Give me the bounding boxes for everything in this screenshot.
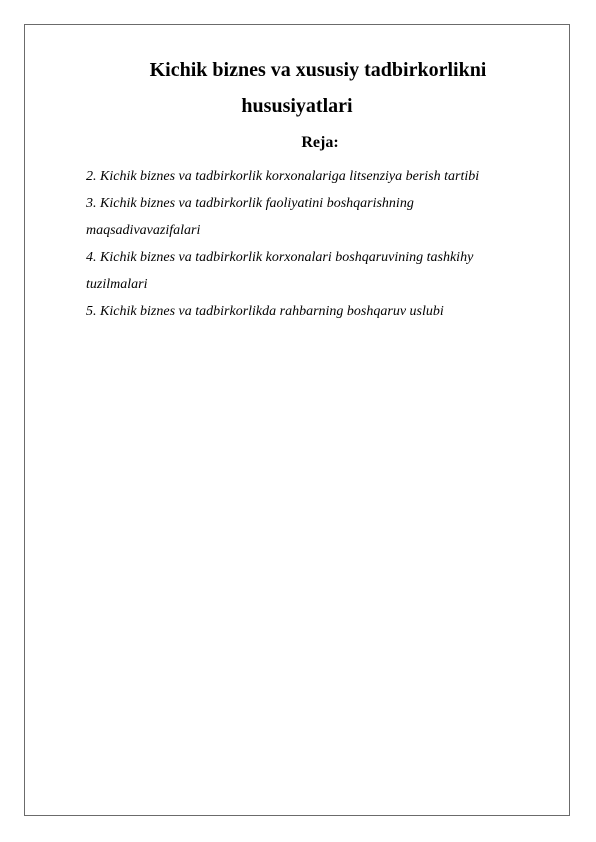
plan-item: 3. Kichik biznes va tadbirkorlik faoliyatini boshqarishning xyxy=(86,196,414,211)
plan-list xyxy=(86,163,536,325)
document-title-line-2: hususiyatlari xyxy=(241,95,353,117)
plan-item-continuation: tuzilmalari xyxy=(86,277,148,292)
plan-item: 4. Kichik biznes va tadbirkorlik korxonalari boshqaruvining tashkihy xyxy=(86,250,474,265)
document-title-line-1: Kichik biznes va xususiy tadbirkorlikni xyxy=(149,59,487,81)
plan-item-continuation: maqsadivavazifalari xyxy=(86,223,201,238)
plan-item: 2. Kichik biznes va tadbirkorlik korxonalariga litsenziya berish tartibi xyxy=(86,169,480,184)
plan-heading: Reja: xyxy=(301,134,339,151)
plan-item: 5. Kichik biznes va tadbirkorlikda rahbarning boshqaruv uslubi xyxy=(86,304,444,319)
